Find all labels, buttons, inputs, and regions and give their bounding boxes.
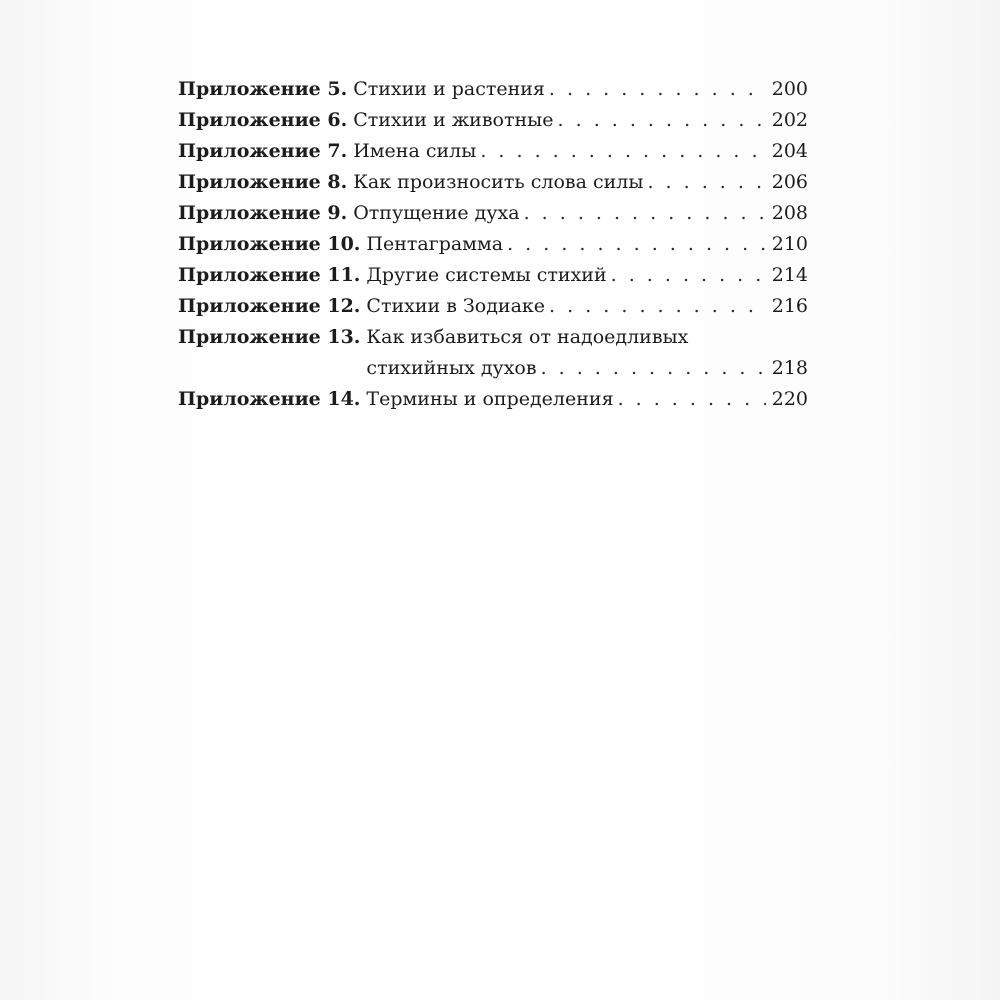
toc-entry-title: Отпущение духа: [353, 202, 520, 224]
toc-entry: [178, 198, 808, 229]
toc-entry: [178, 291, 808, 322]
toc-entry-label: Приложение 5.: [178, 78, 348, 100]
toc-entry: [178, 229, 808, 260]
toc-leader-dots: [611, 260, 766, 291]
toc-leader-dots: [558, 105, 766, 136]
toc-leader-dots: [541, 353, 766, 384]
toc-leader-dots: [480, 136, 765, 167]
toc-title-line: [360, 353, 808, 384]
toc-entry-title: Термины и определения: [366, 388, 614, 410]
toc-entry-label: Приложение 11.: [178, 264, 361, 286]
toc-leader-dots: [507, 229, 766, 260]
toc-entry: [178, 167, 808, 198]
toc-leader-dots: [647, 167, 765, 198]
toc-entry-label: Приложение 12.: [178, 295, 361, 317]
toc-entry-label: Приложение 13.: [178, 326, 361, 348]
toc-leader-dots: [549, 74, 766, 105]
toc-entry-label: Приложение 10.: [178, 233, 361, 255]
toc-leader-dots: [524, 198, 766, 229]
toc-entry: [178, 136, 808, 167]
toc-entry: [178, 322, 808, 384]
toc-entry-label: Приложение 6.: [178, 109, 348, 131]
toc-entry-page: 216: [771, 295, 808, 317]
toc-entry: [178, 384, 808, 415]
toc-entry-title: Как избавиться от надоедливых: [366, 326, 689, 348]
toc-entry-page: 220: [771, 388, 808, 410]
toc-entry-title: Имена силы: [353, 140, 477, 162]
toc-entry-page: 210: [771, 233, 808, 255]
toc-entry-title: Как произносить слова силы: [353, 171, 644, 193]
toc-leader-dots: [618, 384, 766, 415]
toc-entry-page: 204: [771, 140, 808, 162]
toc-entry-page: 214: [771, 264, 808, 286]
toc-entry: [178, 105, 808, 136]
toc-entry-title-continued: стихийных духов: [366, 357, 537, 379]
toc-entry-page: 208: [771, 202, 808, 224]
toc-leader-dots: [549, 291, 766, 322]
toc-entry-page: 202: [771, 109, 808, 131]
toc-entry-title: Другие системы стихий: [366, 264, 607, 286]
toc-entry-label: Приложение 8.: [178, 171, 348, 193]
toc-entry-page: 218: [771, 357, 808, 379]
toc-entry-title: Стихии и животные: [353, 109, 554, 131]
toc-entry-title: Пентаграмма: [366, 233, 504, 255]
toc-entry-page: 200: [771, 78, 808, 100]
toc-entry-label: Приложение 7.: [178, 140, 348, 162]
toc-entry-title: Стихии и растения: [353, 78, 545, 100]
toc-entry-label: Приложение 9.: [178, 202, 348, 224]
toc-entry-page: 206: [771, 171, 808, 193]
toc-entry: [178, 74, 808, 105]
toc-entry-title: Стихии в Зодиаке: [366, 295, 546, 317]
toc-entry: [178, 260, 808, 291]
toc-entry-label: Приложение 14.: [178, 388, 361, 410]
toc-title-line: [360, 322, 808, 353]
toc-entry-title-block: [360, 322, 808, 384]
table-of-contents: [178, 74, 808, 415]
